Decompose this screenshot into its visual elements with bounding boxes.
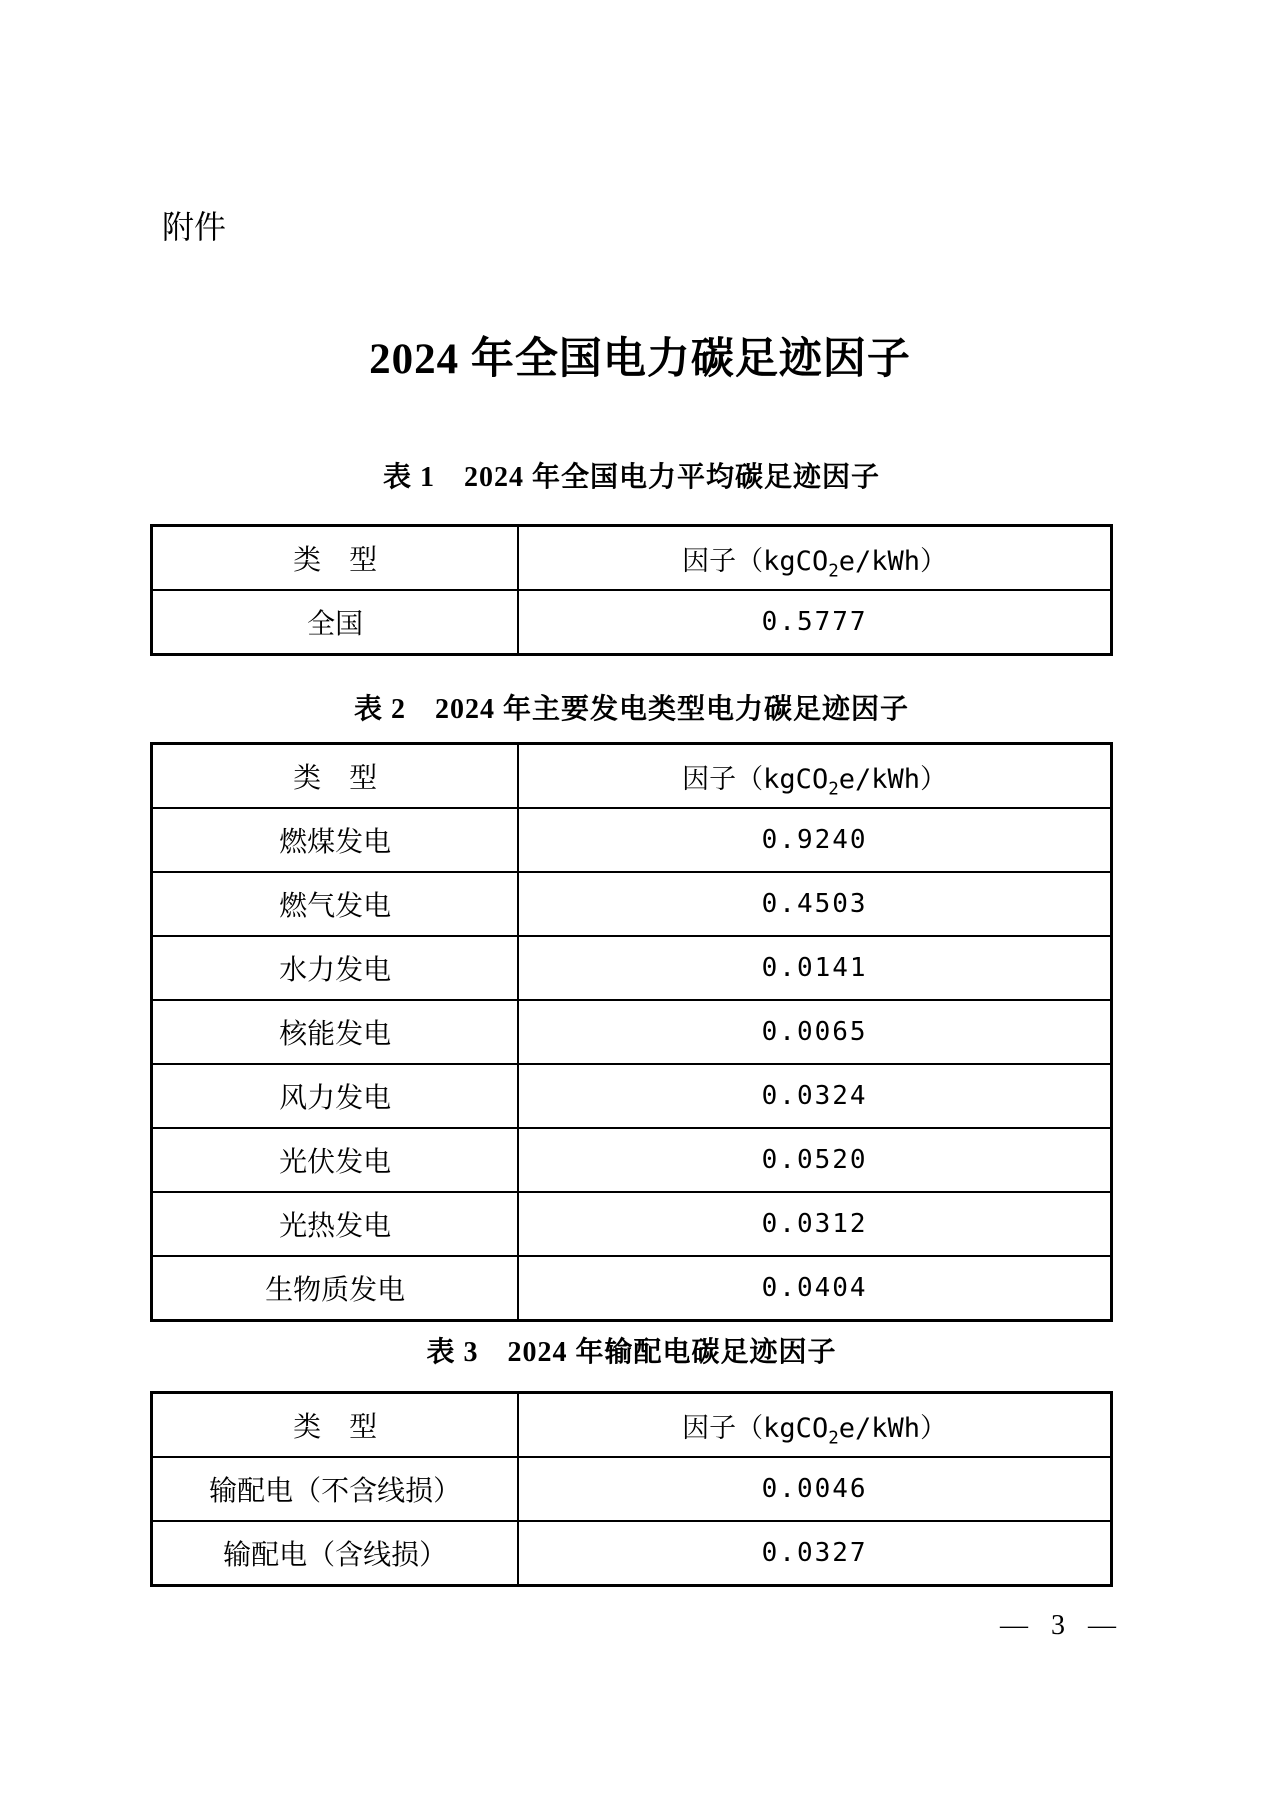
factor-cell: 0.9240 xyxy=(518,808,1111,872)
factor-cell: 0.0065 xyxy=(518,1000,1111,1064)
table2-caption: 表 2 2024 年主要发电类型电力碳足迹因子 xyxy=(353,694,909,725)
table-row xyxy=(152,1000,1112,1064)
factor-unit-suffix: e/kWh） xyxy=(838,763,948,795)
table2-factor-column-header xyxy=(518,744,1111,809)
table1-national-average xyxy=(150,524,1113,656)
table-row xyxy=(152,808,1112,872)
table-row xyxy=(152,872,1112,936)
table1-type-column-header: 类 型 xyxy=(152,526,519,591)
type-cell: 水力发电 xyxy=(152,936,519,1000)
type-cell: 燃气发电 xyxy=(152,872,519,936)
type-cell: 光热发电 xyxy=(152,1192,519,1256)
table1-header-row xyxy=(152,526,1112,591)
type-cell: 光伏发电 xyxy=(152,1128,519,1192)
table-row xyxy=(152,590,1112,655)
table-row xyxy=(152,1256,1112,1321)
type-cell: 全国 xyxy=(152,590,519,655)
factor-unit-subscript: 2 xyxy=(828,560,839,581)
table-row xyxy=(152,1128,1112,1192)
table3-factor-column-header xyxy=(518,1393,1111,1458)
type-cell: 输配电（不含线损） xyxy=(152,1457,519,1521)
type-cell: 风力发电 xyxy=(152,1064,519,1128)
table2-generation-types xyxy=(150,742,1113,1322)
table-row xyxy=(152,1192,1112,1256)
factor-cell: 0.0324 xyxy=(518,1064,1111,1128)
factor-unit-subscript: 2 xyxy=(828,778,839,799)
table3-header-row xyxy=(152,1393,1112,1458)
factor-cell: 0.4503 xyxy=(518,872,1111,936)
table3-caption: 表 3 2024 年输配电碳足迹因子 xyxy=(426,1337,837,1368)
factor-unit-suffix: e/kWh） xyxy=(838,545,948,577)
factor-cell: 0.0520 xyxy=(518,1128,1111,1192)
table1-factor-column-header xyxy=(518,526,1111,591)
factor-cell: 0.0046 xyxy=(518,1457,1111,1521)
table1-caption: 表 1 2024 年全国电力平均碳足迹因子 xyxy=(382,462,880,493)
factor-cell: 0.5777 xyxy=(518,590,1111,655)
factor-cell: 0.0141 xyxy=(518,936,1111,1000)
factor-cell: 0.0312 xyxy=(518,1192,1111,1256)
factor-cell: 0.0327 xyxy=(518,1521,1111,1586)
type-cell: 输配电（含线损） xyxy=(152,1521,519,1586)
factor-unit-subscript: 2 xyxy=(828,1427,839,1448)
factor-unit-prefix: 因子（kgCO xyxy=(682,763,829,795)
type-cell: 生物质发电 xyxy=(152,1256,519,1321)
type-cell: 燃煤发电 xyxy=(152,808,519,872)
attachment-label: 附件 xyxy=(162,209,227,245)
page-number: — 3 — xyxy=(1000,1610,1117,1641)
factor-unit-prefix: 因子（kgCO xyxy=(682,545,829,577)
table-row xyxy=(152,1064,1112,1128)
factor-unit-prefix: 因子（kgCO xyxy=(682,1412,829,1444)
page-title: 2024 年全国电力碳足迹因子 xyxy=(369,336,911,383)
table3-type-column-header: 类 型 xyxy=(152,1393,519,1458)
table-row xyxy=(152,1457,1112,1521)
factor-cell: 0.0404 xyxy=(518,1256,1111,1321)
table-row xyxy=(152,1521,1112,1586)
table-row xyxy=(152,936,1112,1000)
table2-header-row xyxy=(152,744,1112,809)
factor-unit-suffix: e/kWh） xyxy=(838,1412,948,1444)
table2-type-column-header: 类 型 xyxy=(152,744,519,809)
type-cell: 核能发电 xyxy=(152,1000,519,1064)
table3-transmission-distribution xyxy=(150,1391,1113,1587)
